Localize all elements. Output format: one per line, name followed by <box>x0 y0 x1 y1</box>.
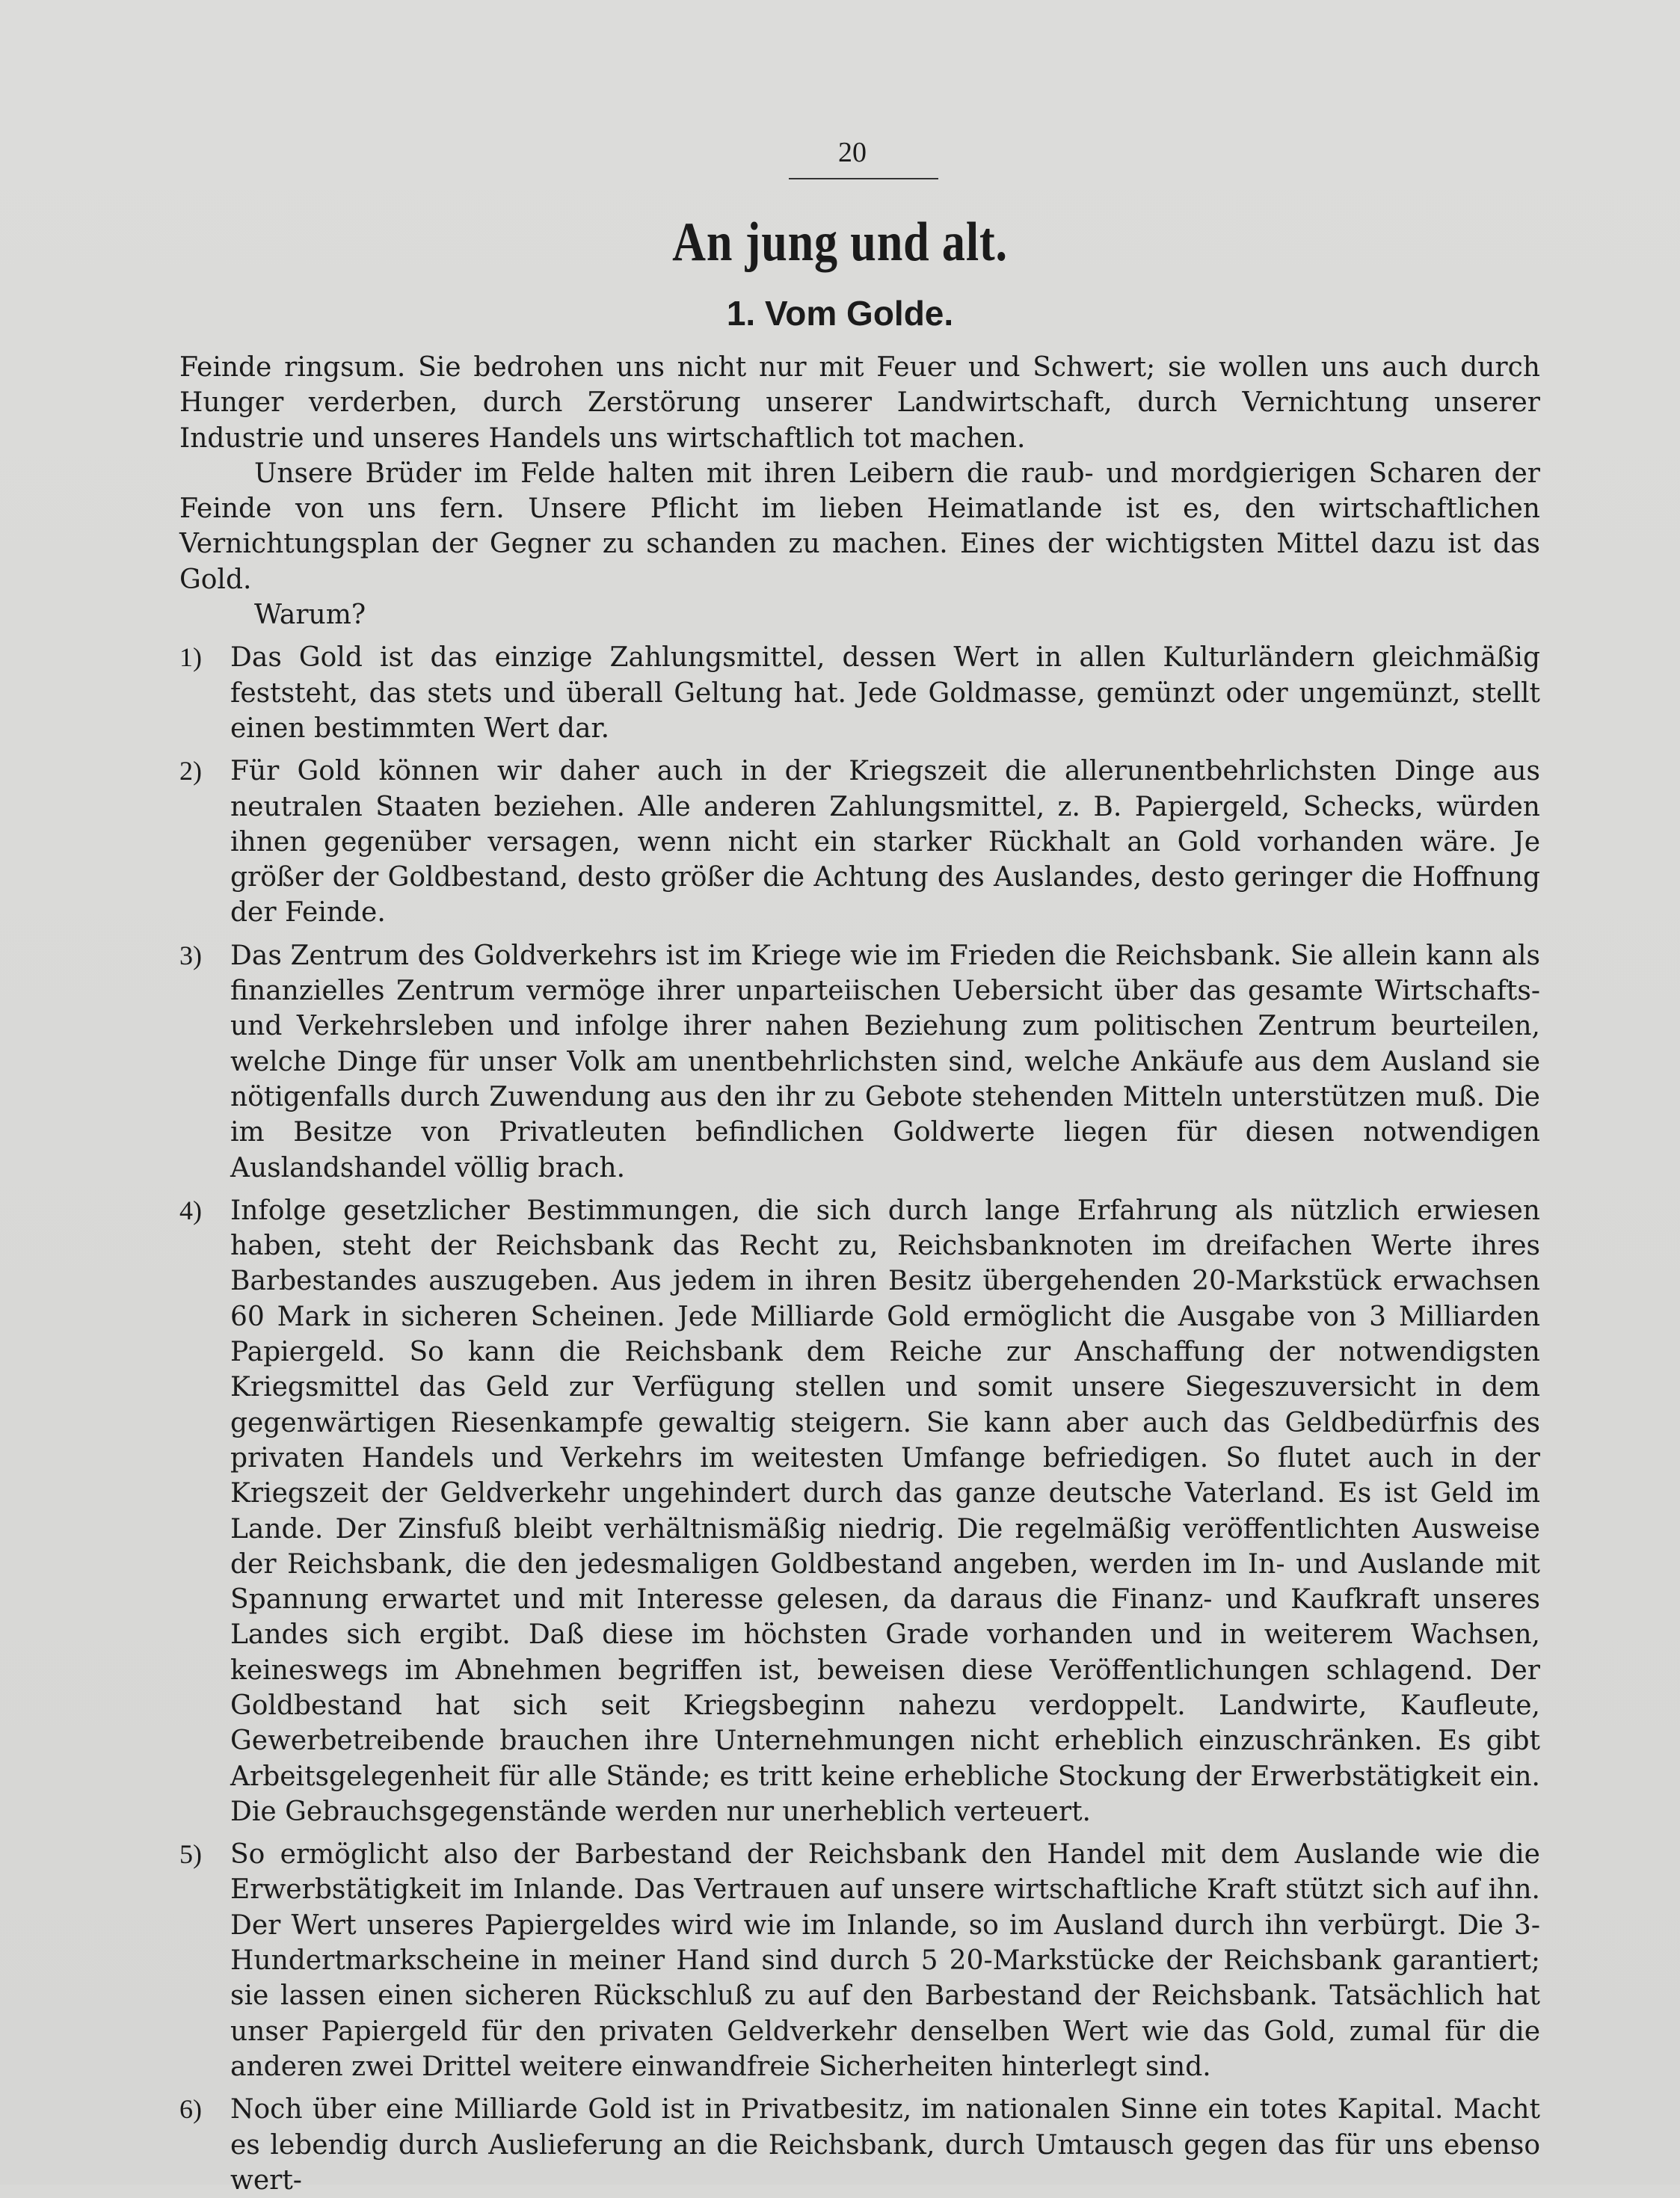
item-text: Noch über eine Milliarde Gold ist in Privatbesitz, im nationalen Sinne ein totes Kapital. Macht es lebendig durch Auslieferung an die Reichsbank, durch Umtausch gegen das für uns ebenso wert- <box>230 2094 1540 2196</box>
item-text: Für Gold können wir daher auch in der Kriegszeit die allerunentbehrlichsten Dinge aus neutralen Staaten beziehen. Alle anderen Zahlungsmittel, z. B. Papiergeld, Schecks, würden ihnen gegenüber versagen, wenn nicht ein starker Rückhalt an Gold vorhanden wäre. Je größer der Goldbestand, desto größer die Achtung des Auslandes, desto geringer die Hoffnung der Feinde. <box>230 756 1540 929</box>
item-text: So ermöglicht also der Barbestand der Reichsbank den Handel mit dem Auslande wie die Erwerbstätigkeit im Inlande. Das Vertrauen auf unsere wirtschaftliche Kraft stützt sich auf ihn. Der Wert unseres Papiergeldes wird wie im Inlande, so im Ausland durch ihn verbürgt. Die 3-Hundertmarkscheine in meiner Hand sind durch 5 20-Markstücke der Reichsbank garantiert; sie lassen einen sicheren Rückschluß zu auf den Barbestand der Reichsbank. Tatsächlich hat unser Papiergeld für den privaten Geldverkehr denselben Wert wie das Gold, zumal für die anderen zwei Drittel weitere einwandfreie Sicherheiten hinterlegt sind. <box>230 1839 1540 2082</box>
numbered-item <box>179 938 1540 1186</box>
numbered-item <box>179 1193 1540 1829</box>
numbered-item <box>179 2092 1540 2198</box>
page-number: 20 <box>838 137 867 168</box>
item-number: 4) <box>179 1195 202 1225</box>
item-number: 3) <box>179 940 202 970</box>
item-text: Infolge gesetzlicher Bestimmungen, die sich durch lange Erfahrung als nützlich erwiesen haben, steht der Reichsbank das Recht zu, Reichsbanknoten im dreifachen Werte ihres Barbestandes auszugeben. Aus jedem in ihren Besitz übergehenden 20-Markstück erwachsen 60 Mark in sicheren Scheinen. Jede Milliarde Gold ermöglicht die Ausgabe von 3 Milliarden Papiergeld. So kann die Reichsbank dem Reiche zur Anschaffung der notwendigsten Kriegsmittel das Geld zur Verfügung stellen und somit unsere Siegeszuversicht in dem gegenwärtigen Riesenkampfe gewaltig steigern. Sie kann aber auch das Geldbedürfnis des privaten Handels und Verkehrs im weitesten Umfange befriedigen. So flutet auch in der Kriegszeit der Geldverkehr ungehindert durch das ganze deutsche Vaterland. Es ist Geld im Lande. Der Zinsfuß bleibt verhältnismäßig niedrig. Die regelmäßig veröffentlichten Ausweise der Reichsbank, die den jedesmaligen Goldbestand angeben, werden im In- und Auslande mit Spannung erwartet und mit Interesse gelesen, da daraus die Finanz- und Kaufkraft unseres Landes sich ergibt. Daß diese im höchsten Grade vorhanden und in weiterem Wachsen, keineswegs im Abnehmen begriffen ist, beweisen diese Veröffentlichungen schlagend. Der Goldbestand hat sich seit Kriegsbeginn nahezu verdoppelt. Landwirte, Kaufleute, Gewerbetreibende brauchen ihre Unternehmungen nicht erheblich einzuschränken. Es gibt Arbeitsgelegenheit für alle Stände; es tritt keine erhebliche Stockung der Erwerbstätigkeit ein. Die Gebrauchsgegenstände werden nur unerheblich verteuert. <box>230 1195 1540 1827</box>
item-number: 6) <box>179 2094 202 2125</box>
section-heading: 1. Vom Golde. <box>726 294 954 333</box>
question-line: Warum? <box>254 600 366 631</box>
item-text: Das Gold ist das einzige Zahlungsmittel, dessen Wert in allen Kulturländern gleichmäßig feststeht, das stets und überall Geltung hat. Jede Goldmasse, gemünzt oder ungemünzt, stellt einen bestimmten Wert dar. <box>230 642 1540 744</box>
body-text <box>179 350 1540 2198</box>
item-text: Das Zentrum des Goldverkehrs ist im Kriege wie im Frieden die Reichsbank. Sie allein kann als finanzielles Zentrum vermöge ihrer unparteiischen Uebersicht über das gesamte Wirtschafts- und Verkehrsleben und infolge ihrer nahen Beziehung zum politischen Zentrum beurteilen, welche Dinge für unser Volk am unentbehrlichsten sind, welche Ankäufe aus dem Ausland sie nötigenfalls durch Zuwendung aus den ihr zu Gebote stehenden Mitteln unterstützen muß. Die im Besitze von Privatleuten befindlichen Goldwerte liegen für diesen notwendigen Auslandshandel völlig brach. <box>230 940 1540 1183</box>
intro-paragraph: Unsere Brüder im Felde halten mit ihren Leibern die raub- und mordgierigen Scharen der Feinde von uns fern. Unsere Pflicht im lieben Heimatlande ist es, den wirtschaftlichen Vernichtungsplan der Gegner zu schanden zu machen. Eines der wichtigsten Mittel dazu ist das Gold. <box>179 458 1540 595</box>
numbered-item <box>179 640 1540 746</box>
item-number: 5) <box>179 1839 202 1870</box>
intro-paragraph: Feinde ringsum. Sie bedrohen uns nicht nur mit Feuer und Schwert; sie wollen uns auch durch Hunger verderben, durch Zerstörung unserer Landwirtschaft, durch Vernichtung unserer Industrie und unseres Handels uns wirtschaftlich tot machen. <box>179 352 1540 454</box>
numbered-item <box>179 754 1540 930</box>
page-number-rule <box>789 178 938 179</box>
numbered-item <box>179 1837 1540 2084</box>
item-number: 1) <box>179 642 202 673</box>
page-title: An jung und alt. <box>672 212 1008 273</box>
item-number: 2) <box>179 756 202 786</box>
